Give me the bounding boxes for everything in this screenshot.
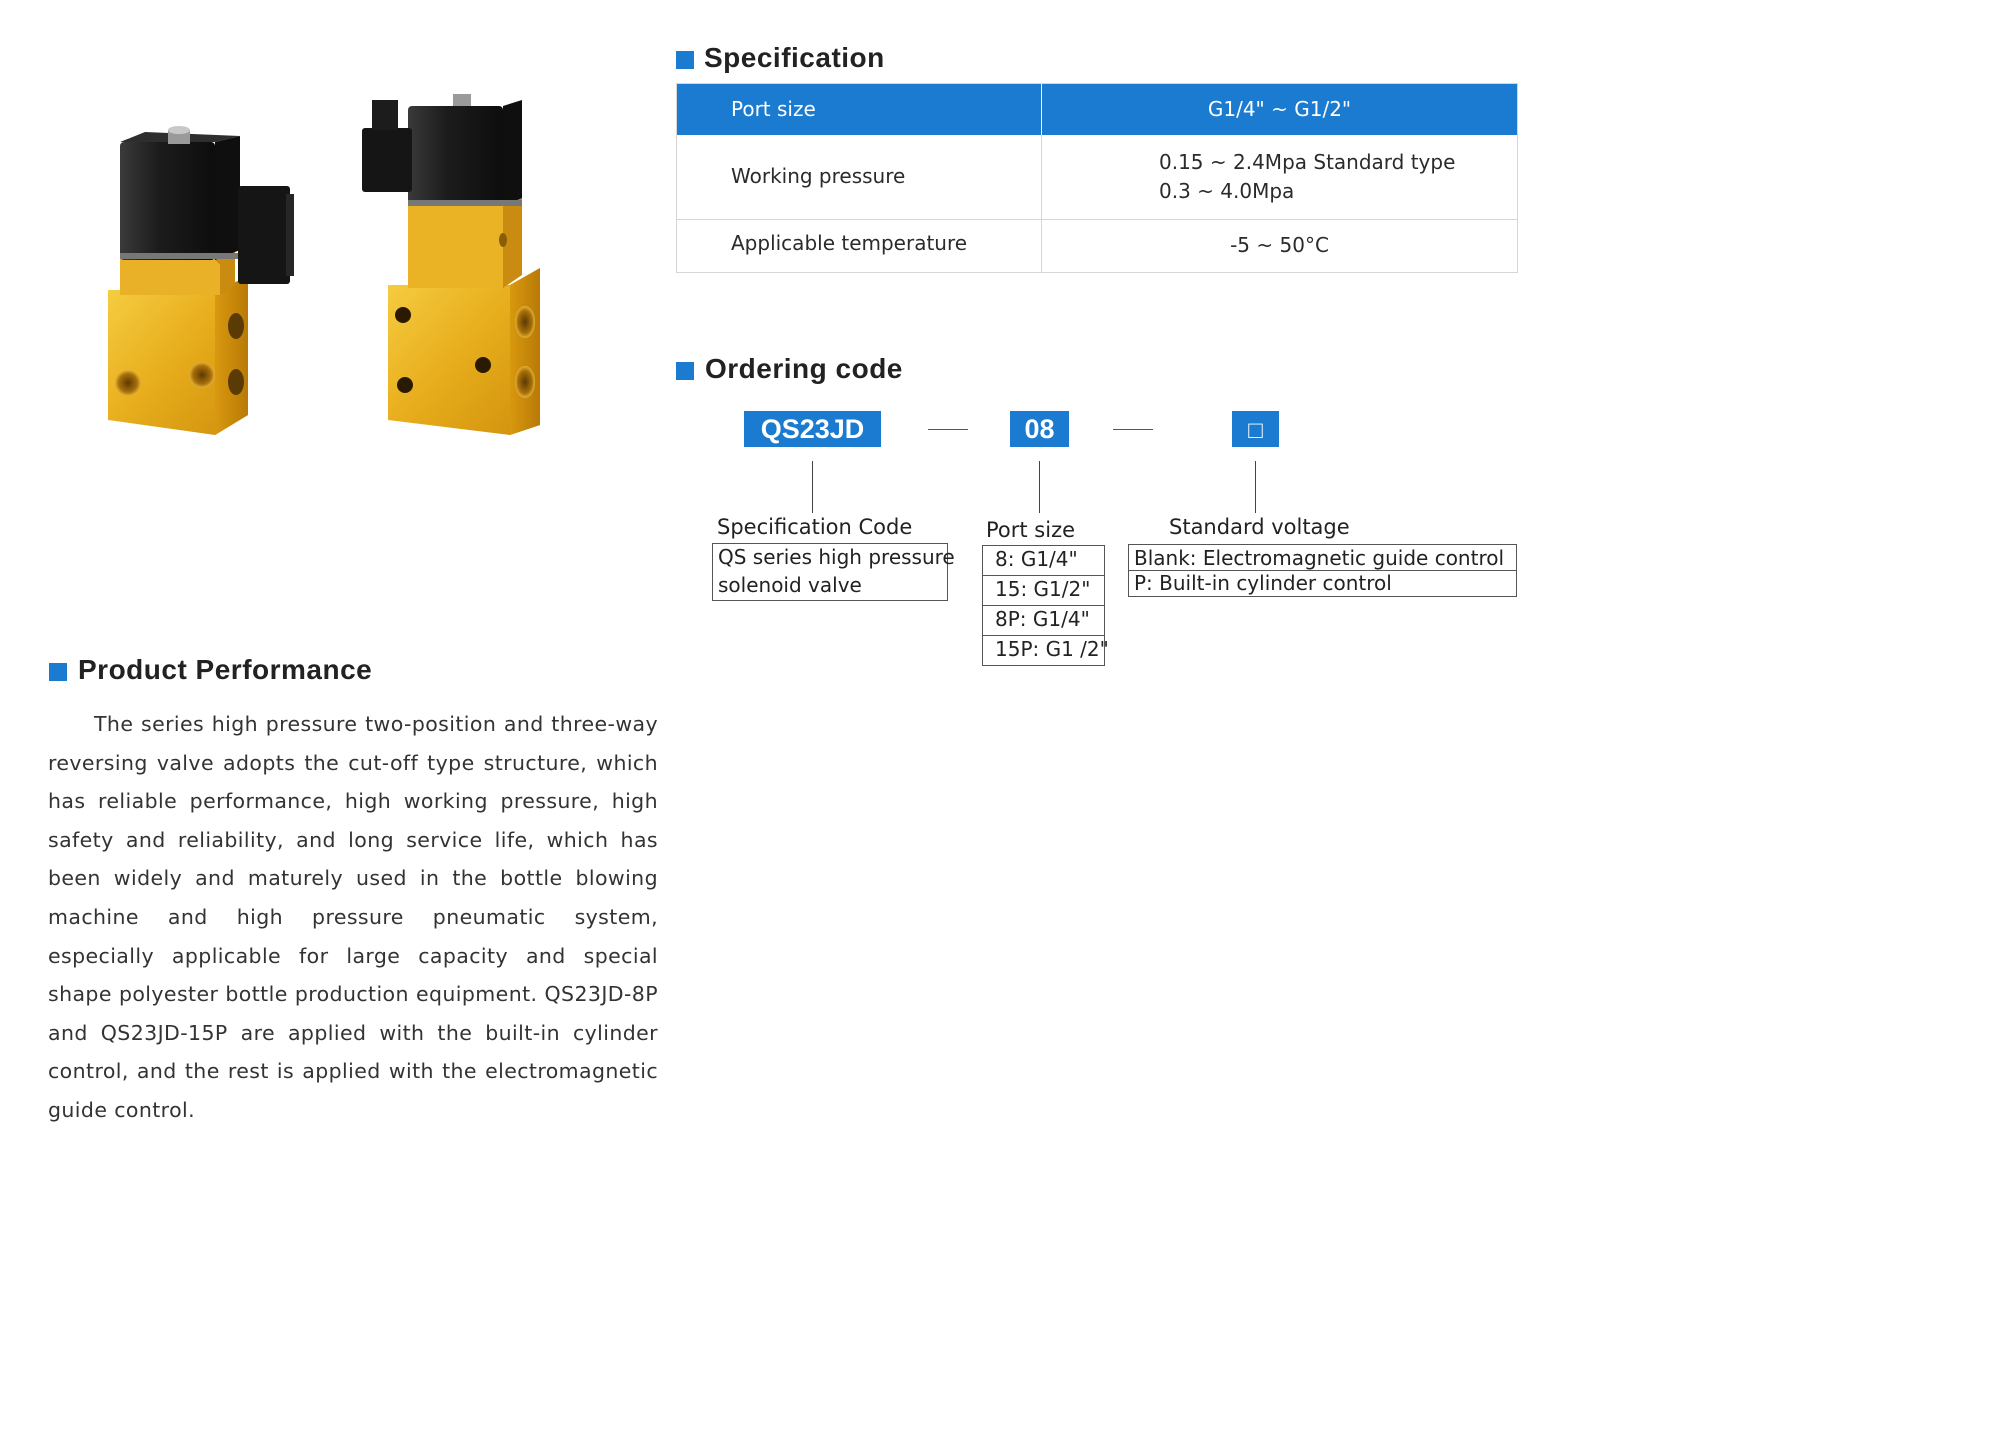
- spec-label: Port size: [731, 97, 816, 121]
- section-marker: [676, 51, 694, 69]
- voltage-label: Standard voltage: [1169, 515, 1350, 539]
- spec-label: Applicable temperature: [731, 231, 968, 255]
- spec-code-desc: QS series high pressure: [718, 545, 955, 569]
- spec-title: Specification: [704, 42, 885, 73]
- valve-right: [362, 94, 540, 435]
- spec-row-port-size: [677, 84, 1517, 135]
- performance-paragraph: The series high pressure two-position and three-way reversing valve adopts the cut-off type structure, which has reliable performance, high working pressure, high safety and reliability, and long service life, which has been widely and maturely used in the bottle blowing machine and high pressure pneumatic system, especially applicable for large capacity and special shape polyester bottle production equipment. QS23JD-8P and QS23JD-15P are applied with the built-in cylinder control, and the rest is applied with the electromagnetic guide control.: [48, 712, 658, 1122]
- code-model-box: QS23JD: [744, 411, 881, 447]
- performance-text: [48, 705, 658, 1130]
- ordering-title: Ordering code: [705, 353, 903, 384]
- section-marker: [49, 663, 67, 681]
- valve-left: [108, 126, 294, 435]
- voltage-option: P: Built-in cylinder control: [1134, 571, 1392, 595]
- port-size-option: 15P: G1 /2": [995, 637, 1109, 661]
- product-image: [90, 90, 560, 450]
- port-size-option: 8: G1/4": [995, 547, 1078, 571]
- spec-code-label: Specification Code: [717, 515, 913, 539]
- code-dash: [928, 429, 968, 430]
- blank-square-icon: □: [1248, 417, 1263, 444]
- spec-value-line2: 0.3 ~ 4.0Mpa: [1159, 179, 1295, 203]
- spec-label: Working pressure: [731, 164, 906, 188]
- voltage-option: Blank: Electromagnetic guide control: [1134, 546, 1505, 570]
- code-voltage-box: [1232, 411, 1279, 447]
- port-size-option: 8P: G1/4": [995, 607, 1090, 631]
- port-size-option: 15: G1/2": [995, 577, 1091, 601]
- spec-row-working-pressure: [677, 135, 1517, 220]
- port-size-label: Port size: [986, 518, 1076, 542]
- spec-value: G1/4" ~ G1/2": [1207, 97, 1352, 121]
- performance-title: Product Performance: [78, 654, 373, 685]
- section-marker: [676, 362, 694, 380]
- connector-line: [1039, 461, 1040, 513]
- spec-value: -5 ~ 50°C: [1230, 233, 1329, 257]
- spec-table: [676, 83, 1518, 273]
- spec-row-temperature: [677, 220, 1517, 273]
- code-dash: [1113, 429, 1153, 430]
- code-port-box: 08: [1010, 411, 1069, 447]
- connector-line: [1255, 461, 1256, 513]
- spec-value-line1: 0.15 ~ 2.4Mpa Standard type: [1159, 150, 1456, 174]
- connector-line: [812, 461, 813, 513]
- spec-code-desc: solenoid valve: [718, 573, 862, 597]
